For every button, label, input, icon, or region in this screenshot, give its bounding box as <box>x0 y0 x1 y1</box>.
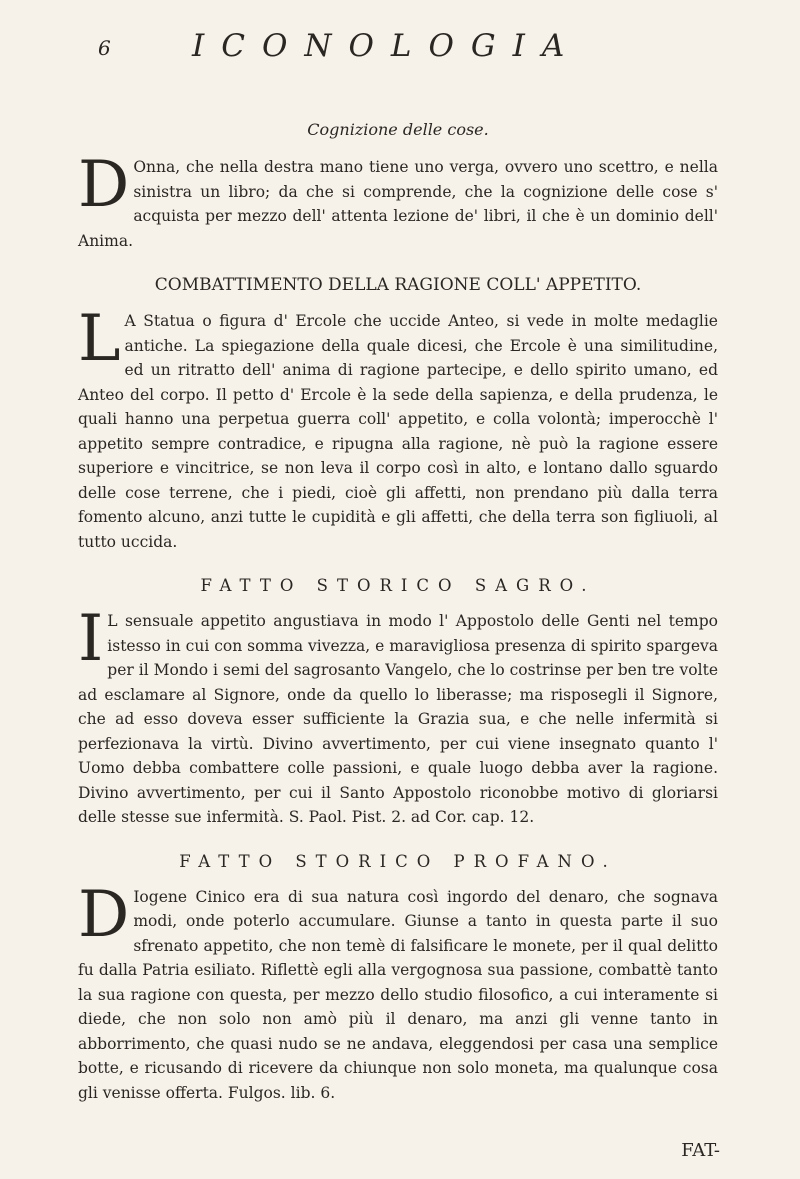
catchword: FAT- <box>681 1140 720 1161</box>
section-paragraph: DIogene Cinico era di sua natura così ingordo del denaro, che sognava modi, onde poterlo accumulare. Giunse a tanto in questa parte il suo sfrenato appetito, che non temè di falsificare le monete, per il qual delitto fu dalla Patria esiliato. Riflettè egli alla vergognosa sua passione, combattè tanto la sua ragione con questa, per mezzo dello studio filosofico, a cui interamente si diede, che non solo non amò più il denaro, ma anzi gli venne tanto in abborrimento, che quasi nudo se ne andava, eleggendosi per casa una semplice botte, e ricusando di ricevere da chiunque non solo moneta, ma qualunque cosa gli venisse offerta. Fulgos. lib. 6. <box>78 877 718 1102</box>
running-head <box>0 28 800 88</box>
section-heading: FATTO STORICO SAGRO. <box>200 576 596 595</box>
page-number: 6 <box>98 36 111 60</box>
book-title: ICONOLOGIA <box>192 28 582 64</box>
entry-title: Cognizione delle cose. <box>307 120 489 139</box>
section-heading: FATTO STORICO PROFANO. <box>179 851 617 871</box>
page-body <box>78 120 718 1105</box>
section-paragraph: IL sensuale appetito angustiava in modo l' Appostolo delle Genti nel tempo istesso in cui con somma vivezza, e maravigliosa presenza di spirito spargeva per il Mondo i semi del sagrosanto Vangelo, che lo costrinse per ben tre volte ad esclamare al Signore, onde da quello lo liberasse; ma risposegli il Signore, che ad esso doveva esser sufficiente la Grazia sua, e che nelle infermità si perfezionava la virtù. Divino avvertimento, per cui viene insegnato quanto l' Uomo debba combattere colle passioni, e quale luogo debba aver la ragione. Divino avvertimento, per cui il Santo Appostolo riconobbe motivo di gloriarsi delle stesse sue infermità. S. Paol. Pist. 2. ad Cor. cap. 12. <box>78 602 718 826</box>
section-paragraph: LA Statua o figura d' Ercole che uccide Anteo, si vede in molte medaglie antiche. La spiegazione della quale dicesi, che Ercole è una similitudine, ed un ritratto dell' anima di ragione partecipe, e dello spirito umano, ed Anteo del corpo. Il petto d' Ercole è la sede della sapienza, e della prudenza, le quali hanno una perpetua guerra coll' appetito, e colla volontà; imperocchè l' appetito sempre contradice, e ripugna alla ragione, nè può la ragione essere superiore e vincitrice, se non leva il corpo così in alto, e lontano dallo sguardo delle cose terrene, che i piedi, cioè gli affetti, non prendano più dalla terra fomento alcuno, anzi tutte le cupidità e gli affetti, che della terra son figliuoli, al tutto uccida. <box>78 302 718 551</box>
entry-paragraph: DOnna, che nella destra mano tiene uno verga, ovvero uno scettro, e nella sinistra un libro; da che si comprende, che la cognizione delle cose s' acquista per mezzo dell' attenta lezione de' libri, il che è un dominio dell' Anima. <box>78 148 718 250</box>
section-heading: COMBATTIMENTO DELLA RAGIONE COLL' APPETITO. <box>154 275 642 295</box>
